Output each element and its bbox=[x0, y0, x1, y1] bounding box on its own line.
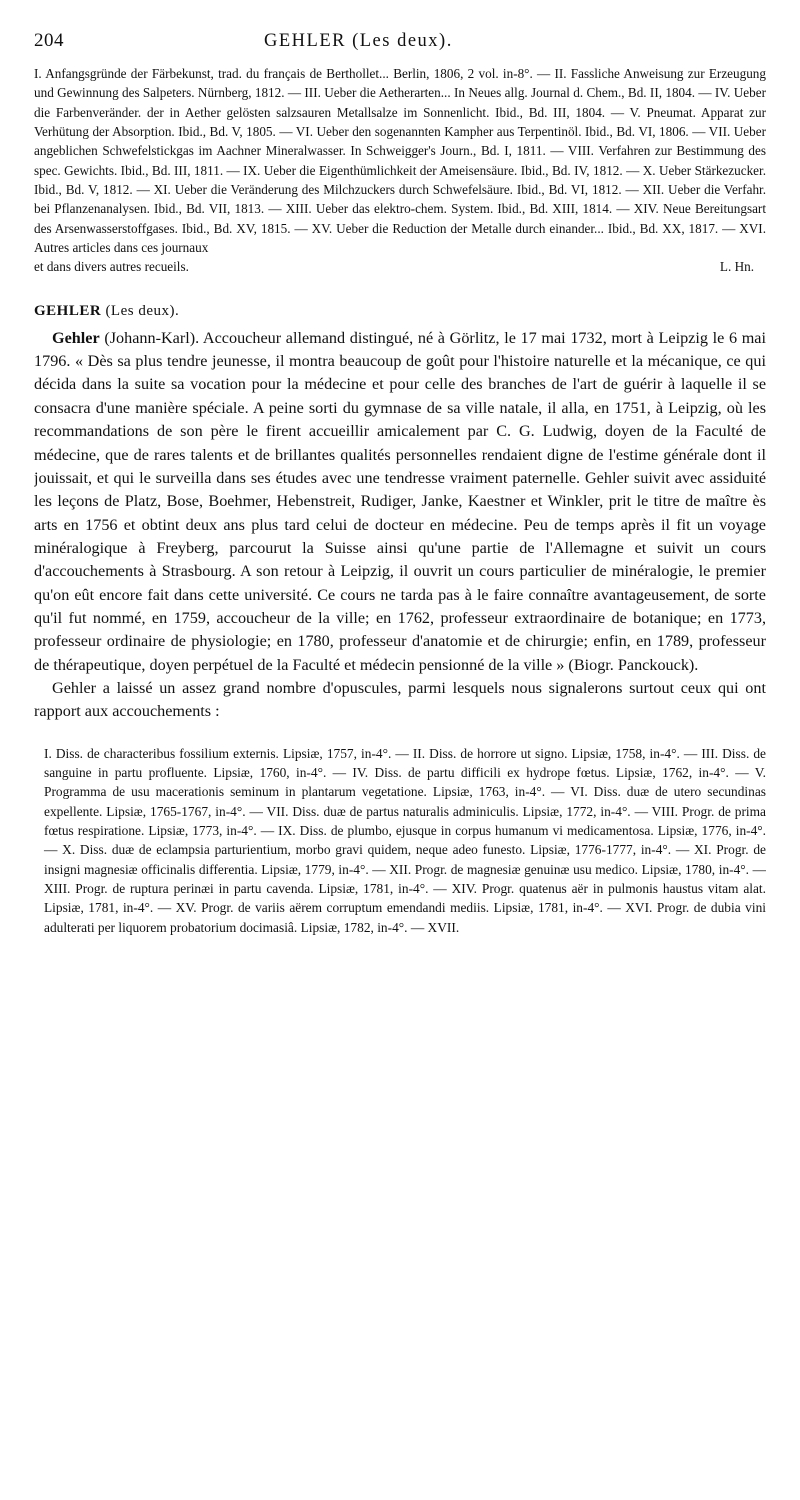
article-heading-name: GEHLER bbox=[34, 302, 102, 319]
previous-article-signature-line bbox=[34, 257, 766, 276]
works-list bbox=[34, 744, 766, 937]
article-paragraph-2: Gehler a laissé un assez grand nombre d'opuscules, parmi lesquels nous signalerons surtout ceux qui ont rapport aux accouchements : bbox=[34, 678, 766, 721]
previous-article-bibliography: I. Anfangsgründe der Färbekunst, trad. du français de Berthollet... Berlin, 1806, 2 vol. in-8°. — II. Fassliche Anweisung zur Erzeugung und Gewinnung des Salpeters. Nürnberg, 1812. — III. Ueber die Aetherarten... In Neues allg. Journal d. Chem., Bd. II, 1804. — IV. Ueber die Farbenveränder. der in Aether gelösten salzsauren Metallsalze im Sonnenlicht. Ibid., Bd. III, 1804. — V. Pneumat. Apparat zur Verhütung der Absorption. Ibid., Bd. V, 1805. — VI. Ueber den sogenannten Kampher aus Terpentinöl. Ibid., Bd. VI, 1806. — VII. Ueber angeblichen Schwefelstickgas im Aachner Mineralwasser. In Schweigger's Journ., Bd. I, 1811. — VIII. Verfahren zur Bestimmung des spec. Gewichts. Ibid., Bd. III, 1811. — IX. Ueber die Eigenthümlichkeit der Ameisensäure. Ibid., Bd. IV, 1812. — X. Ueber Stärkezucker. Ibid., Bd. V, 1812. — XI. Ueber die Veränderung des Milchzuckers durch Schwefelsäure. Ibid., Bd. VI, 1812. — XII. Ueber die Verfahr. bei Pflanzenanalysen. Ibid., Bd. VII, 1813. — XIII. Ueber das elektro-chem. System. Ibid., Bd. XIII, 1814. — XIV. Neue Bereitungsart des Arsenwasserstoffgases. Ibid., Bd. XV, 1815. — XV. Ueber die Reduction der Metalle durch einander... Ibid., Bd. XX, 1817. — XVI. Autres articles dans ces journaux bbox=[34, 66, 766, 256]
page bbox=[34, 30, 766, 1470]
article-heading bbox=[34, 299, 766, 323]
running-head bbox=[34, 30, 766, 60]
article-body bbox=[34, 327, 766, 724]
previous-article-final-line: et dans divers autres recueils. bbox=[34, 259, 189, 275]
article-lead-name: Gehler bbox=[52, 328, 100, 347]
page-number: 204 bbox=[34, 30, 64, 51]
author-signature: L. Hn. bbox=[719, 259, 754, 275]
article-paragraph-1-text: (Johann-Karl). Accoucheur allemand distingué, né à Görlitz, le 17 mai 1732, mort à Leipzig le 6 mai 1796. « Dès sa plus tendre jeunesse, il montra beaucoup de goût pour l'histoire naturelle et la mécanique, ce qui décida dans la suite sa vocation pour la médecine et pour celle des branches de l'art de guérir à laquelle il se consacra d'une manière spéciale. A peine sorti du gymnase de sa ville natale, il alla, en 1751, à Leipzig, où les recommandations de son père le firent accueillir amicalement par C. G. Ludwig, doyen de la Faculté de médecine, que de rares talents et de brillantes qualités personnelles rendaient digne de l'estime générale dont il jouissait, et qui le surveilla dans ses études avec une tendresse vraiment paternelle. Gehler suivit avec assiduité les leçons de Platz, Bose, Boehmer, Hebenstreit, Rudiger, Janke, Kaestner et Winkler, prit le titre de maître ès arts en 1756 et obtint deux ans plus tard celui de docteur en médecine. Peu de temps après il fit un voyage minéralogique à Freyberg, parcourut la Suisse ainsi qu'une partie de l'Allemagne et suivit un cours d'accouchements à Strasbourg. A son retour à Leipzig, il ouvrit un cours particulier de minéralogie, le premier qu'on eût encore fait dans cette université. Ce cours ne tarda pas à le faire connaître avantageusement, de sorte qu'il fut nommé, en 1759, accoucheur de la ville; en 1762, professeur extraordinaire de botanique; en 1773, professeur ordinaire de physiologie; en 1780, professeur d'anatomie et de chirurgie; enfin, en 1789, professeur de thérapeutique, doyen perpétuel de la Faculté et médecin pensionné de la ville » (Biogr. Panckouck). bbox=[34, 328, 766, 674]
article-heading-subtitle: (Les deux). bbox=[101, 302, 180, 319]
article-paragraph-1 bbox=[34, 327, 766, 677]
running-title: GEHLER (Les deux). bbox=[264, 31, 453, 51]
works-list-text: I. Diss. de characteribus fossilium externis. Lipsiæ, 1757, in-4°. — II. Diss. de horrore ut signo. Lipsiæ, 1758, in-4°. — III. Diss. de sanguine in partu profluente. Lipsiæ, 1760, in-4°. — IV. Diss. de partu difficili ex hydrope fœtus. Lipsiæ, 1762, in-4°. — V. Programma de usu macerationis seminum in plantarum vegetatione. Lipsiæ, 1763, in-4°. — VI. Diss. duæ de utero secundinas expellente. Lipsiæ, 1765-1767, in-4°. — VII. Diss. duæ de partus naturalis adminiculis. Lipsiæ, 1772, in-4°. — VIII. Progr. de prima fœtus respiratione. Lipsiæ, 1773, in-4°. — IX. Diss. de plumbo, ejusque in corpus humanum vi medicamentosa. Lipsiæ, 1776, in-4°. — X. Diss. duæ de eclampsia parturientium, morbo gravi quidem, neque adeo funesto. Lipsiæ, 1776-1777, in-4°. — XI. Progr. de insigni magnesiæ officinalis differentia. Lipsiæ, 1779, in-4°. — XII. Progr. de magnesiæ genuinæ usu medico. Lipsiæ, 1780, in-4°. — XIII. Progr. de ruptura perinæi in partu cavenda. Lipsiæ, 1781, in-4°. — XIV. Progr. quatenus aër in pulmonis haustus vitam alat. Lipsiæ, 1781, in-4°. — XV. Progr. de variis aërem corruptum emendandi mediis. Lipsiæ, 1781, in-4°. — XVI. Progr. de dubia vini adulterati per liquorem probatorium docimasiâ. Lipsiæ, 1782, in-4°. — XVII. bbox=[44, 745, 766, 935]
